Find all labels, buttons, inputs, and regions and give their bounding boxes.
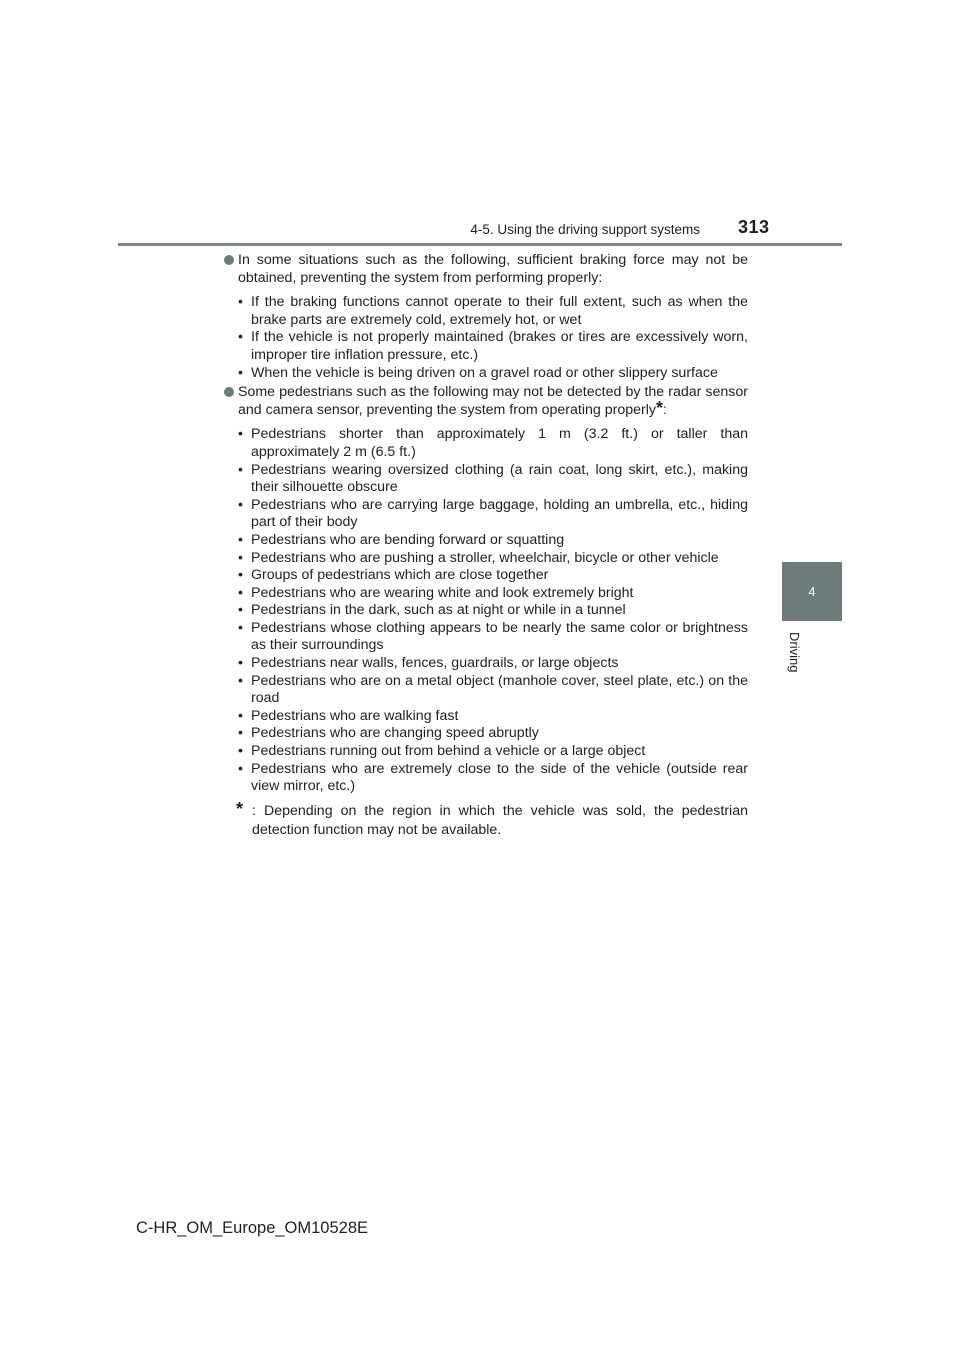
list-item-text: Pedestrians in the dark, such as at night or while in a tunnel <box>251 602 626 619</box>
footnote-text: : Depending on the region in which the vehicle was sold, the pedestrian detection function may not be available. <box>252 802 748 838</box>
list-item-text: Pedestrians wearing oversized clothing (a rain coat, long skirt, etc.), making their silhouette obscure <box>251 461 748 496</box>
bullet-dot-icon: • <box>238 496 243 513</box>
bullet-dot-icon: • <box>238 672 243 689</box>
bullet-dot-icon: • <box>238 294 243 311</box>
chapter-label: Driving <box>787 632 802 673</box>
bullet-dot-icon: • <box>238 426 243 443</box>
list-item <box>238 497 748 532</box>
list-item-text: When the vehicle is being driven on a gravel road or other slippery surface <box>251 364 718 381</box>
list-item-text: Pedestrians who are bending forward or squatting <box>251 531 565 548</box>
bullet-dot-icon: • <box>238 725 243 742</box>
list-item <box>238 602 748 620</box>
list-item <box>238 329 748 364</box>
list-item-text: Groups of pedestrians which are close together <box>251 567 549 584</box>
bullet-dot-icon: • <box>238 329 243 346</box>
bullet-circle-icon <box>224 255 234 265</box>
footnote-marker: * <box>655 397 663 418</box>
bullet-dot-icon: • <box>238 549 243 566</box>
page-number: 313 <box>738 217 770 237</box>
list-item-text: Pedestrians who are on a metal object (manhole cover, steel plate, etc.) on the road <box>251 672 748 707</box>
bullet-dot-icon: • <box>238 584 243 601</box>
chapter-tab[interactable] <box>782 562 842 621</box>
bullet-suffix: : <box>662 401 667 418</box>
header-divider <box>118 243 842 246</box>
footnote <box>224 798 748 840</box>
list-item <box>238 725 748 743</box>
list-item <box>238 708 748 726</box>
list-item <box>238 550 748 568</box>
bullet-dot-icon: • <box>238 461 243 478</box>
list-item-text: Pedestrians near walls, fences, guardrails, or large objects <box>251 655 619 672</box>
bullet-dot-icon: • <box>238 655 243 672</box>
list-item <box>238 655 748 673</box>
bullet-dot-icon: • <box>238 602 243 619</box>
list-item <box>238 673 748 708</box>
list-item <box>238 620 748 655</box>
bullet-dot-icon: • <box>238 743 243 760</box>
pedestrian-list <box>224 426 748 795</box>
chapter-number: 4 <box>808 584 816 599</box>
list-item <box>238 743 748 761</box>
list-item <box>238 462 748 497</box>
list-item-text: Pedestrians who are walking fast <box>251 707 459 724</box>
bullet-dot-icon: • <box>238 760 243 777</box>
list-item <box>238 365 748 383</box>
list-item <box>238 532 748 550</box>
list-item <box>238 761 748 796</box>
list-item-text: Pedestrians who are extremely close to the side of the vehicle (outside rear view mirror, etc.) <box>251 760 748 795</box>
list-item-text: Pedestrians whose clothing appears to be nearly the same color or brightness as their surroundings <box>251 619 748 654</box>
bullet-dot-icon: • <box>238 619 243 636</box>
bullet-dot-icon: • <box>238 364 243 381</box>
list-item-text: Pedestrians running out from behind a vehicle or a large object <box>251 743 646 760</box>
bullet-text: In some situations such as the following, sufficient braking force may not be obtained, preventing the system from performing properly: <box>238 252 748 286</box>
list-item <box>238 567 748 585</box>
document-code: C-HR_OM_Europe_OM10528E <box>136 1219 369 1237</box>
bullet-dot-icon: • <box>238 707 243 724</box>
list-item-text: Pedestrians who are pushing a stroller, wheelchair, bicycle or other vehicle <box>251 549 719 566</box>
list-item-text: Pedestrians shorter than approximately 1 m (3.2 ft.) or taller than approximately 2 m (6.5 ft.) <box>251 426 748 460</box>
list-item-text: Pedestrians who are changing speed abruptly <box>251 725 539 742</box>
bullet-text: Some pedestrians such as the following may not be detected by the radar sensor and camera sensor, preventing the system from operating properly <box>238 384 748 418</box>
condition-list <box>224 294 748 382</box>
bullet-dot-icon: • <box>238 531 243 548</box>
section-title: 4-5. Using the driving support systems <box>470 222 700 237</box>
bullet-paragraph <box>224 252 748 287</box>
list-item-text: If the braking functions cannot operate to their full extent, such as when the brake parts are extremely cold, extremely hot, or wet <box>251 294 748 328</box>
list-item-text: Pedestrians who are wearing white and look extremely bright <box>251 584 634 601</box>
bullet-circle-icon <box>224 387 234 397</box>
list-item-text: Pedestrians who are carrying large baggage, holding an umbrella, etc., hiding part of their body <box>251 496 748 531</box>
list-item <box>238 585 748 603</box>
bullet-dot-icon: • <box>238 567 243 584</box>
list-item-text: If the vehicle is not properly maintained (brakes or tires are excessively worn, improper tire inflation pressure, etc.) <box>251 329 748 363</box>
list-item <box>238 426 748 461</box>
bullet-paragraph <box>224 384 748 419</box>
main-content <box>224 252 748 840</box>
footnote-marker: * <box>236 798 244 819</box>
list-item <box>238 294 748 329</box>
